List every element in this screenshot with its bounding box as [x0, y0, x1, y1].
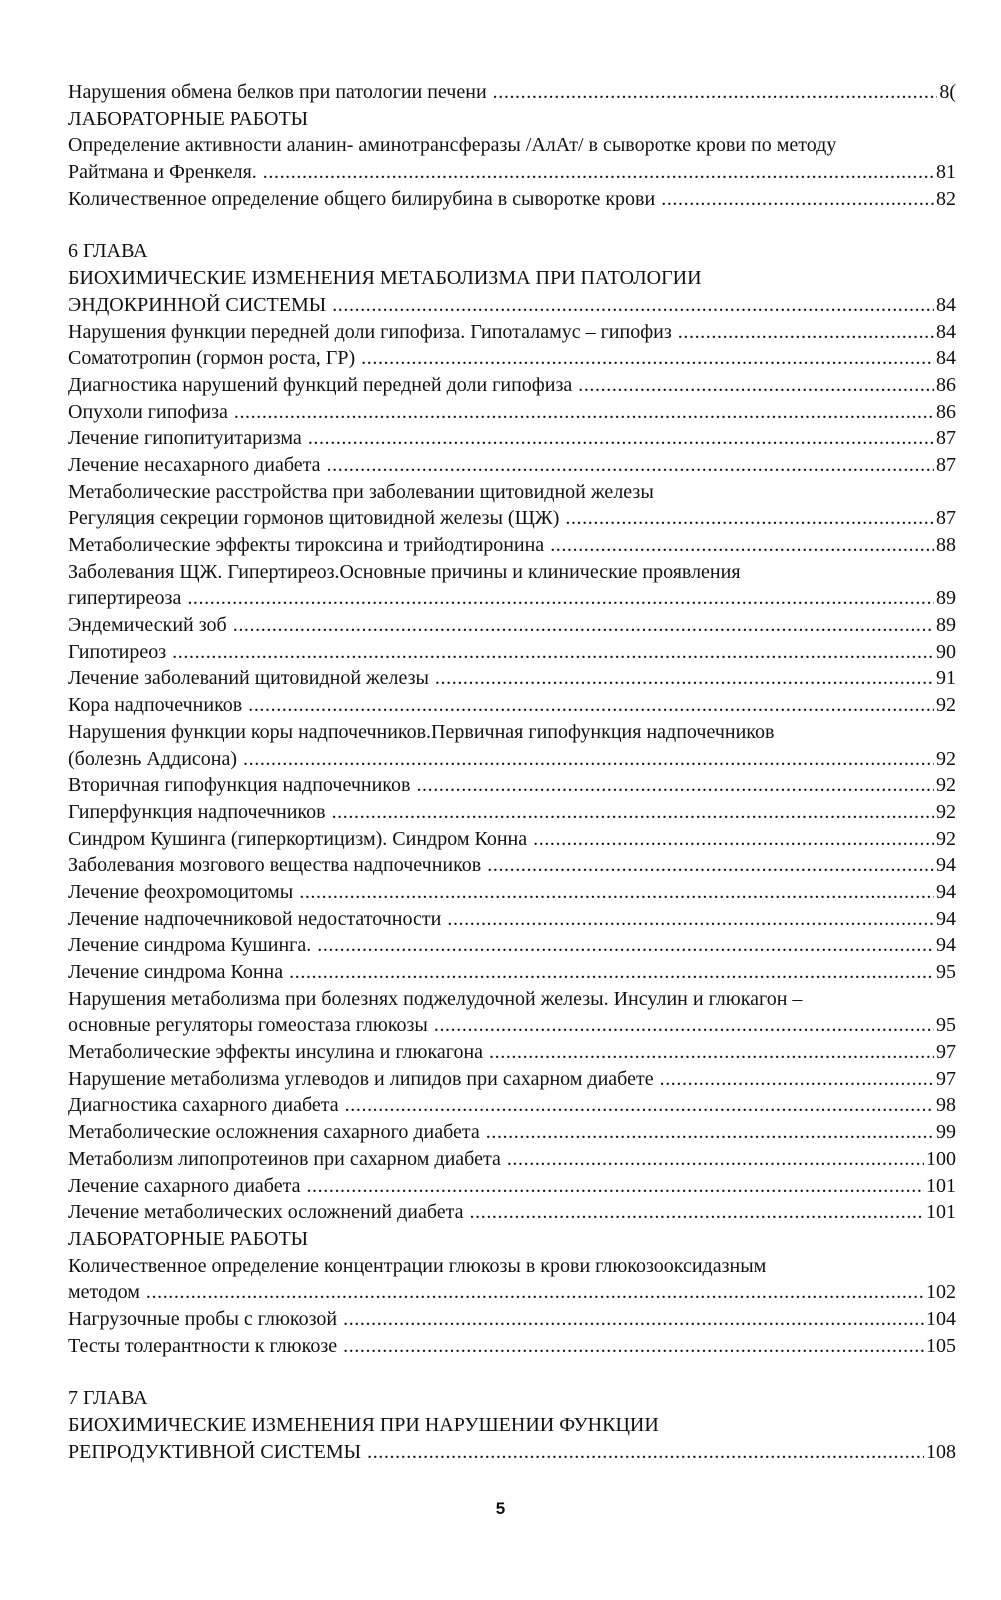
- toc-line: [68, 1412, 956, 1439]
- toc-entry-title: ЛАБОРАТОРНЫЕ РАБОТЫ: [68, 107, 309, 130]
- dot-leader: [678, 319, 934, 346]
- toc-entry-title: Диагностика сахарного диабета: [68, 1094, 339, 1117]
- toc-entry-page: 94: [936, 907, 956, 930]
- toc-entry-title: Вторичная гипофункция надпочечников: [68, 774, 411, 797]
- toc-entry-page: 87: [936, 427, 956, 450]
- toc-entry-title: Лечение заболеваний щитовидной железы: [68, 667, 429, 690]
- toc-line: [68, 1333, 956, 1360]
- toc-entry-title: Метаболизм липопротеинов при сахарном диабета: [68, 1147, 501, 1170]
- toc-entry-page: 84: [936, 347, 956, 370]
- toc-line: [68, 746, 956, 773]
- toc-line: [68, 1146, 956, 1173]
- dot-leader: [435, 665, 934, 692]
- toc-entry-page: 100: [926, 1147, 956, 1170]
- toc-line: [68, 372, 956, 399]
- toc-entry-title: ЭНДОКРИННОЙ СИСТЕМЫ: [68, 293, 327, 316]
- dot-leader: [233, 612, 934, 639]
- toc-entry-page: 87: [936, 507, 956, 530]
- toc-line: [68, 1226, 956, 1253]
- toc-entry-title: Количественное определение концентрации глюкозы в крови глюкозооксидазным: [68, 1254, 767, 1277]
- toc-line: [68, 532, 956, 559]
- toc-entry-title: основные регуляторы гомеостаза глюкозы: [68, 1014, 428, 1037]
- toc-line: [68, 1119, 956, 1146]
- dot-leader: [332, 292, 934, 319]
- dot-leader: [289, 959, 934, 986]
- toc-entry-title: Эндемический зоб: [68, 614, 227, 637]
- toc-entry-title: Кора надпочечников: [68, 694, 243, 717]
- toc-line: [68, 452, 956, 479]
- table-of-contents: [68, 79, 956, 1465]
- toc-line: [68, 986, 956, 1013]
- dot-leader: [299, 879, 934, 906]
- toc-entry-title: Заболевания мозгового вещества надпочечников: [68, 854, 482, 877]
- dot-leader: [434, 1012, 934, 1039]
- dot-leader: [416, 772, 934, 799]
- dot-leader: [187, 585, 934, 612]
- toc-entry-title: БИОХИМИЧЕСКИЕ ИЗМЕНЕНИЯ ПРИ НАРУШЕНИИ ФУНКЦИИ: [68, 1414, 659, 1436]
- toc-line: [68, 1199, 956, 1226]
- dot-leader: [361, 345, 934, 372]
- dot-leader: [306, 1173, 924, 1200]
- toc-line: [68, 585, 956, 612]
- toc-entry-page: 95: [936, 1014, 956, 1037]
- toc-entry-page: 86: [936, 400, 956, 423]
- dot-leader: [308, 425, 934, 452]
- dot-leader: [146, 1279, 924, 1306]
- dot-leader: [343, 1333, 924, 1360]
- toc-entry-title: Диагностика нарушений функций передней доли гипофиза: [68, 373, 573, 396]
- toc-line: [68, 612, 956, 639]
- dot-leader: [248, 692, 934, 719]
- toc-entry-page: 92: [936, 747, 956, 770]
- toc-line: [68, 1306, 956, 1333]
- toc-entry-title: Лечение надпочечниковой недостаточности: [68, 907, 442, 930]
- toc-entry-title: 6 ГЛАВА: [68, 240, 148, 263]
- toc-entry-title: Заболевания ЩЖ. Гипертиреоз.Основные причины и клинические проявления: [68, 560, 741, 583]
- toc-entry-page: 92: [936, 827, 956, 850]
- toc-line: [68, 159, 956, 186]
- toc-entry-title: Метаболические расстройства при заболевании щитовидной железы: [68, 480, 654, 503]
- toc-line: [68, 852, 956, 879]
- toc-entry-page: 8(: [939, 81, 956, 103]
- toc-line: [68, 799, 956, 826]
- toc-entry-title: Синдром Кушинга (гиперкортицизм). Синдром Конна: [68, 827, 528, 850]
- toc-entry-page: 101: [926, 1174, 956, 1197]
- toc-entry-page: 89: [936, 614, 956, 637]
- toc-line: [68, 692, 956, 719]
- toc-line: [68, 399, 956, 426]
- toc-line: [68, 238, 956, 265]
- dot-leader: [550, 532, 934, 559]
- dot-leader: [367, 1439, 924, 1466]
- toc-entry-title: Лечение несахарного диабета: [68, 453, 321, 476]
- dot-leader: [263, 159, 934, 186]
- toc-entry-title: Опухоли гипофиза: [68, 400, 228, 423]
- toc-entry-title: Нарушения функции передней доли гипофиза. Гипоталамус – гипофиз: [68, 320, 672, 343]
- toc-entry-page: 88: [936, 534, 956, 556]
- dot-leader: [447, 906, 934, 933]
- toc-entry-title: Гиперфункция надпочечников: [68, 800, 326, 823]
- dot-leader: [317, 932, 934, 959]
- toc-entry-page: 94: [936, 934, 956, 957]
- toc-line: [68, 1066, 956, 1093]
- toc-entry-page: 105: [926, 1334, 956, 1357]
- page-number: 5: [495, 1499, 506, 1518]
- toc-entry-page: 92: [936, 800, 956, 823]
- toc-entry-title: БИОХИМИЧЕСКИЕ ИЗМЕНЕНИЯ МЕТАБОЛИЗМА ПРИ ПАТОЛОГИИ: [68, 267, 702, 290]
- toc-line: [68, 879, 956, 906]
- toc-entry-title: Лечение синдрома Конна: [68, 961, 284, 983]
- toc-line: [68, 719, 956, 746]
- toc-entry-page: 97: [936, 1041, 956, 1064]
- toc-entry-title: гипертиреоза: [68, 587, 182, 610]
- toc-entry-page: 90: [936, 640, 956, 663]
- toc-entry-page: 104: [926, 1307, 956, 1330]
- toc-line: [68, 559, 956, 586]
- dot-leader: [578, 372, 934, 399]
- toc-entry-title: Лечение синдрома Кушинга.: [68, 934, 312, 957]
- toc-line: [68, 1039, 956, 1066]
- toc-line: [68, 665, 956, 692]
- toc-entry-page: 94: [936, 854, 956, 877]
- toc-entry-title: Лечение гипопитуитаризма: [68, 427, 302, 450]
- toc-entry-title: Метаболические эффекты тироксина и трийодтиронина: [68, 534, 545, 556]
- dot-leader: [487, 852, 934, 879]
- toc-entry-title: Нарушения функции коры надпочечников.Первичная гипофункция надпочечников: [68, 720, 775, 743]
- toc-entry-title: Определение активности аланин- аминотрансферазы /АлАт/ в сыворотке крови по методу: [68, 134, 837, 157]
- toc-entry-page: 98: [936, 1094, 956, 1117]
- toc-entry-page: 87: [936, 453, 956, 476]
- toc-line: [68, 772, 956, 799]
- toc-line: [68, 1439, 956, 1466]
- toc-line: [68, 1253, 956, 1280]
- toc-line: [68, 1012, 956, 1039]
- dot-leader: [343, 1306, 924, 1333]
- toc-entry-title: Метаболические эффекты инсулина и глюкагона: [68, 1041, 484, 1064]
- dot-leader: [660, 1066, 934, 1093]
- toc-line: [68, 1385, 956, 1412]
- toc-entry-title: 7 ГЛАВА: [68, 1387, 148, 1410]
- toc-line: [68, 906, 956, 933]
- toc-entry-page: 99: [936, 1121, 956, 1144]
- toc-entry-page: 95: [936, 961, 956, 983]
- toc-entry-page: 91: [936, 667, 956, 690]
- section-gap: [68, 212, 956, 238]
- dot-leader: [661, 186, 934, 213]
- dot-leader: [332, 799, 934, 826]
- toc-line: [68, 1173, 956, 1200]
- toc-line: [68, 1092, 956, 1119]
- dot-leader: [565, 505, 934, 532]
- toc-entry-page: 82: [936, 187, 956, 210]
- toc-line: [68, 505, 956, 532]
- toc-line: [68, 186, 956, 213]
- toc-entry-title: Райтмана и Френкеля.: [68, 161, 257, 184]
- toc-entry-page: 84: [936, 293, 956, 316]
- toc-entry-page: 108: [926, 1440, 956, 1463]
- dot-leader: [507, 1146, 924, 1173]
- toc-entry-page: 101: [926, 1201, 956, 1224]
- toc-entry-title: Нарушение метаболизма углеводов и липидов при сахарном диабете: [68, 1067, 654, 1090]
- toc-line: [68, 79, 956, 106]
- toc-line: [68, 826, 956, 853]
- toc-entry-page: 89: [936, 587, 956, 610]
- toc-entry-title: Тесты толерантности к глюкозе: [68, 1334, 338, 1357]
- toc-entry-title: Гипотиреоз: [68, 640, 167, 663]
- toc-entry-title: методом: [68, 1281, 140, 1304]
- toc-entry-title: Нарушения обмена белков при патологии печени: [68, 81, 487, 103]
- toc-line: [68, 345, 956, 372]
- dot-leader: [486, 1119, 934, 1146]
- toc-line: [68, 425, 956, 452]
- toc-entry-title: Нарушения метаболизма при болезнях поджелудочной железы. Инсулин и глюкагон –: [68, 987, 803, 1010]
- dot-leader: [533, 826, 934, 853]
- toc-line: [68, 932, 956, 959]
- toc-line: [68, 132, 956, 159]
- toc-entry-page: 102: [926, 1281, 956, 1304]
- toc-entry-title: ЛАБОРАТОРНЫЕ РАБОТЫ: [68, 1227, 309, 1250]
- toc-entry-page: 81: [936, 161, 956, 184]
- toc-entry-page: 92: [936, 774, 956, 797]
- dot-leader: [489, 1039, 934, 1066]
- toc-entry-title: Нагрузочные пробы с глюкозой: [68, 1307, 338, 1330]
- toc-line: [68, 319, 956, 346]
- toc-line: [68, 1279, 956, 1306]
- section-gap: [68, 1359, 956, 1385]
- toc-line: [68, 479, 956, 506]
- toc-entry-title: Лечение сахарного диабета: [68, 1174, 301, 1197]
- dot-leader: [243, 746, 934, 773]
- toc-entry-page: 94: [936, 880, 956, 903]
- toc-entry-page: 92: [936, 694, 956, 717]
- toc-entry-title: Метаболические осложнения сахарного диабета: [68, 1121, 480, 1144]
- dot-leader: [234, 399, 934, 426]
- toc-line: [68, 959, 956, 986]
- dot-leader: [493, 79, 938, 106]
- dot-leader: [172, 639, 934, 666]
- toc-entry-title: Лечение метаболических осложнений диабета: [68, 1201, 464, 1224]
- toc-entry-title: РЕПРОДУКТИВНОЙ СИСТЕМЫ: [68, 1440, 362, 1463]
- dot-leader: [470, 1199, 924, 1226]
- toc-entry-page: 86: [936, 373, 956, 396]
- toc-line: [68, 292, 956, 319]
- toc-entry-page: 97: [936, 1067, 956, 1090]
- toc-entry-page: 84: [936, 320, 956, 343]
- toc-entry-title: Лечение феохромоцитомы: [68, 880, 294, 903]
- toc-line: [68, 639, 956, 666]
- dot-leader: [327, 452, 934, 479]
- dot-leader: [345, 1092, 934, 1119]
- toc-entry-title: Количественное определение общего билирубина в сыворотке крови: [68, 187, 656, 210]
- toc-line: [68, 265, 956, 292]
- toc-entry-title: Регуляция секреции гормонов щитовидной железы (ЩЖ): [68, 507, 560, 530]
- toc-line: [68, 106, 956, 133]
- toc-entry-title: Соматотропин (гормон роста, ГР): [68, 347, 356, 370]
- toc-entry-title: (болезнь Аддисона): [68, 747, 238, 770]
